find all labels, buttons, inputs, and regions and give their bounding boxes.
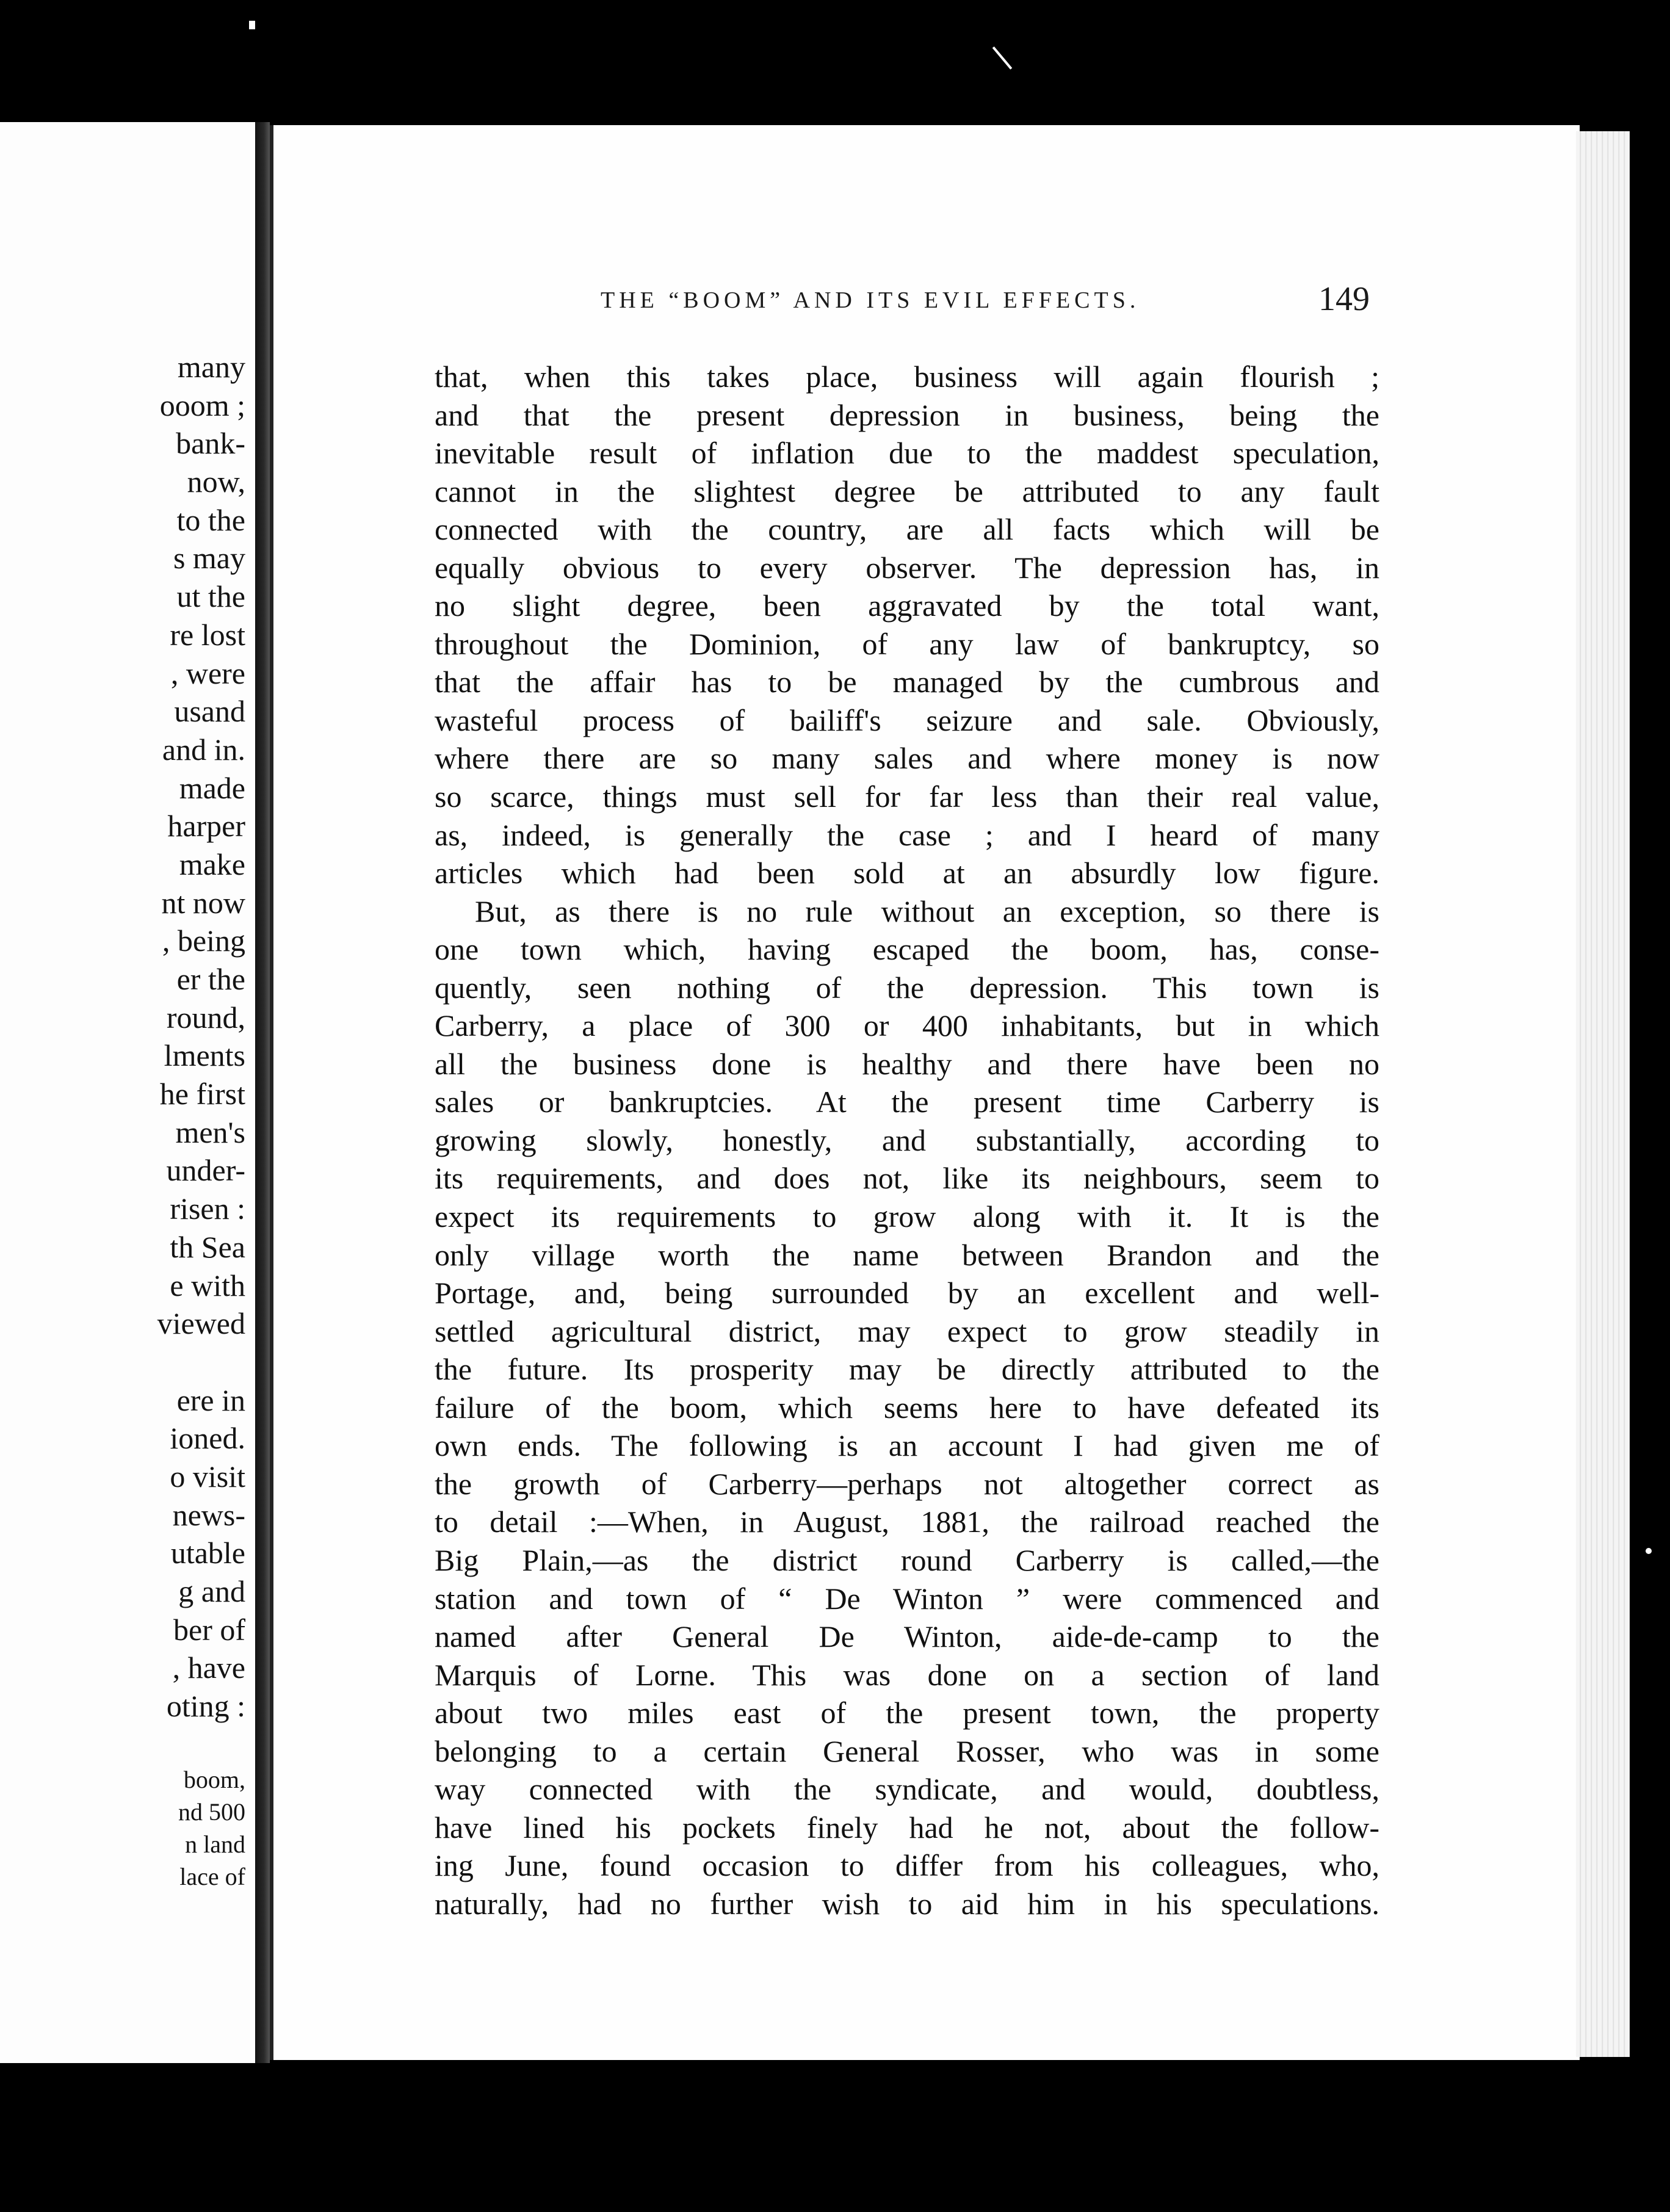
text-line: one town which, having escaped the boom, has, conse- — [435, 932, 1379, 967]
left-page-line: e with — [170, 1268, 245, 1303]
text-line: throughout the Dominion, of any law of bankruptcy, so — [435, 626, 1379, 661]
left-page-line: lace of — [179, 1863, 245, 1891]
left-page-line: men's — [175, 1115, 245, 1149]
text-line: only village worth the name between Brandon and the — [435, 1237, 1379, 1272]
page-number: 149 — [1318, 280, 1370, 318]
left-page-line: make — [179, 847, 245, 881]
page-edge-stack — [1576, 131, 1630, 2057]
left-page-line: o visit — [170, 1459, 245, 1494]
text-line: But, as there is no rule without an exception, so there is — [475, 894, 1379, 928]
left-page-line: re lost — [170, 617, 245, 652]
text-line: failure of the boom, which seems here to have defeated its — [435, 1390, 1379, 1425]
left-page-line: risen : — [170, 1191, 245, 1226]
text-line: all the business done is healthy and there have been no — [435, 1046, 1379, 1081]
body-text — [435, 358, 1379, 1923]
text-line: Carberry, a place of 300 or 400 inhabitants, but in which — [435, 1008, 1379, 1043]
text-line: equally obvious to every observer. The depression has, in — [435, 550, 1379, 585]
left-page-line: s may — [173, 541, 245, 576]
text-line: named after General De Winton, aide-de-camp to the — [435, 1619, 1379, 1654]
text-line: belonging to a certain General Rosser, who was in some — [435, 1733, 1379, 1768]
text-line: to detail :—When, in August, 1881, the railroad reached the — [435, 1505, 1379, 1539]
left-page-line: lments — [164, 1038, 245, 1073]
left-page-line: boom, — [183, 1766, 245, 1794]
left-page-line: , were — [170, 656, 245, 690]
left-page-line: usand — [174, 694, 245, 729]
text-line: growing slowly, honestly, and substantially, according to — [435, 1122, 1379, 1157]
left-page-line — [157, 1343, 245, 1381]
text-line: the future. Its prosperity may be directly attributed to the — [435, 1352, 1379, 1387]
left-page-line: now, — [187, 464, 245, 499]
text-line: cannot in the slightest degree be attributed to any fault — [435, 474, 1379, 508]
text-line: ing June, found occasion to differ from his colleagues, who, — [435, 1848, 1379, 1883]
book-gutter — [255, 122, 270, 2063]
text-line: the growth of Carberry—perhaps not altogether correct as — [435, 1466, 1379, 1501]
text-line: so scarce, things must sell for far less than their real value, — [435, 779, 1379, 814]
text-line: connected with the country, are all facts which will be — [435, 512, 1379, 547]
left-page-line: ooom ; — [159, 388, 245, 422]
left-page-line: , have — [172, 1650, 245, 1685]
text-line: and that the present depression in business, being the — [435, 397, 1379, 432]
text-line: that the affair has to be managed by the cumbrous and — [435, 665, 1379, 699]
text-line: way connected with the syndicate, and would, doubtless, — [435, 1772, 1379, 1807]
text-line: articles which had been sold at an absurdly low figure. — [435, 856, 1379, 891]
left-page-line: bank- — [176, 426, 245, 461]
left-page-line: ere in — [176, 1382, 245, 1417]
left-page-line: nt now — [161, 885, 245, 920]
left-page-line: harper — [167, 809, 245, 844]
left-page-line: oting : — [166, 1689, 245, 1724]
text-line: expect its requirements to grow along with it. It is the — [435, 1199, 1379, 1234]
left-page-fragment — [0, 122, 255, 2063]
left-page-line: he first — [159, 1077, 245, 1111]
scan-mark — [1646, 1548, 1652, 1554]
left-page-line — [157, 1726, 245, 1764]
text-line: wasteful process of bailiff's seizure and sale. Obviously, — [435, 703, 1379, 737]
left-page-line: , being — [162, 923, 245, 958]
left-page-line: er the — [176, 962, 245, 996]
left-page-line: to the — [176, 502, 245, 537]
text-line: own ends. The following is an account I had given me of — [435, 1428, 1379, 1463]
left-page-line: g and — [178, 1574, 245, 1608]
text-line: Marquis of Lorne. This was done on a section of land — [435, 1657, 1379, 1692]
text-line: that, when this takes place, business will again flourish ; — [435, 360, 1379, 394]
left-page-line: round, — [166, 1000, 245, 1035]
left-page-line: under- — [166, 1153, 245, 1188]
text-line: no slight degree, been aggravated by the total want, — [435, 588, 1379, 623]
left-page-line: ut the — [176, 579, 245, 614]
text-line: as, indeed, is generally the case ; and I heard of many — [435, 817, 1379, 852]
text-line: Big Plain,—as the district round Carberry is called,—the — [435, 1542, 1379, 1577]
text-line: sales or bankruptcies. At the present time Carberry is — [435, 1085, 1379, 1119]
text-line: quently, seen nothing of the depression. This town is — [435, 970, 1379, 1005]
left-page-line: ber of — [173, 1612, 245, 1647]
text-line: settled agricultural district, may expect to grow steadily in — [435, 1314, 1379, 1348]
left-page-line: ioned. — [170, 1421, 245, 1456]
text-line: Portage, and, being surrounded by an excellent and well- — [435, 1276, 1379, 1310]
left-page-line: made — [179, 770, 245, 805]
text-line: where there are so many sales and where money is now — [435, 741, 1379, 776]
scan-mark — [249, 21, 255, 29]
text-line: station and town of “ De Winton ” were commenced and — [435, 1581, 1379, 1616]
text-line: naturally, had no further wish to aid him in his speculations. — [435, 1886, 1379, 1921]
text-line: about two miles east of the present town, the property — [435, 1696, 1379, 1730]
left-page-line: utable — [170, 1536, 245, 1570]
left-page-line: viewed — [157, 1306, 245, 1341]
left-page-line: news- — [172, 1497, 245, 1532]
left-page-line: nd 500 — [178, 1798, 245, 1826]
text-line: its requirements, and does not, like its neighbours, seem to — [435, 1161, 1379, 1196]
running-head: THE “BOOM” AND ITS EVIL EFFECTS. — [601, 287, 1140, 313]
left-page-line: many — [177, 350, 245, 384]
scan-mark — [992, 46, 1013, 70]
left-page-line: th Sea — [170, 1229, 245, 1264]
left-page-line: n land — [185, 1831, 245, 1859]
left-page-line: and in. — [162, 732, 245, 767]
text-line: inevitable result of inflation due to the maddest speculation, — [435, 436, 1379, 471]
left-page-text — [157, 348, 245, 1893]
text-line: have lined his pockets finely had he not, about the follow- — [435, 1810, 1379, 1845]
